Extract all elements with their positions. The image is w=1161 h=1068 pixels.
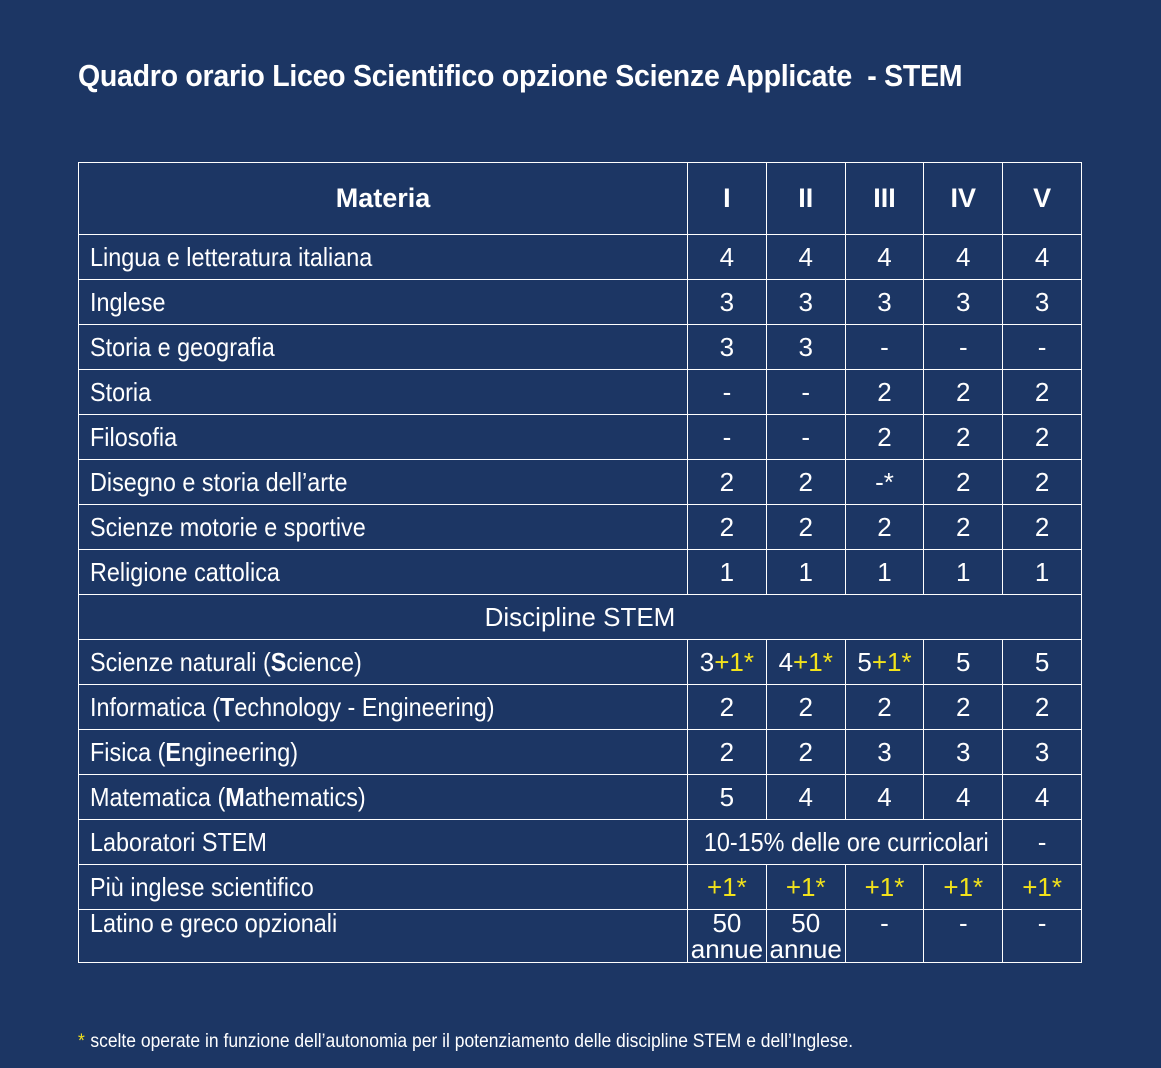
hours-cell: +1* [924,865,1003,910]
hours-cell: - [924,910,1003,963]
subject-cell: Matematica (Mathematics) [79,775,688,820]
table-row [79,370,1082,415]
hours-cell: 2 [924,370,1003,415]
hours-cell: 4 [688,235,767,280]
hours-cell: 2 [1003,415,1082,460]
hours-cell: 2 [688,505,767,550]
column-header-subject: Materia [79,163,688,235]
hours-cell: 2 [688,460,767,505]
hours-cell: 1 [845,550,924,595]
table-row-inglese-scientifico [79,865,1082,910]
hours-cell: 4 [1003,775,1082,820]
hours-cell: 2 [766,460,845,505]
hours-cell: +1* [766,865,845,910]
hours-cell: 2 [1003,460,1082,505]
hours-cell: - [688,370,767,415]
hours-cell: 3 [688,325,767,370]
table-row-scienze [79,640,1082,685]
subject-cell: Storia e geografia [79,325,688,370]
hours-cell: 2 [924,505,1003,550]
hours-cell: 4 [924,775,1003,820]
hours-cell: 2 [924,685,1003,730]
hours-cell: 2 [845,370,924,415]
hours-cell: 1 [766,550,845,595]
subject-cell: Informatica (Technology - Engineering) [79,685,688,730]
page-title: Quadro orario Liceo Scientifico opzione Scienze Applicate - STEM [78,58,963,93]
hours-cell: - [1003,820,1082,865]
table-row [79,550,1082,595]
hours-cell: 1 [924,550,1003,595]
hours-cell: 4 [845,775,924,820]
footnote-marker: * [78,1031,85,1052]
column-header-year-2: II [766,163,845,235]
subject-cell: Storia [79,370,688,415]
table-row-latino-greco [79,910,1082,963]
hours-cell: 2 [688,730,767,775]
hours-cell: - [924,325,1003,370]
table-row [79,325,1082,370]
hours-cell: 2 [1003,685,1082,730]
extra-hours: +1* [714,647,755,677]
hours-cell: 5 [924,640,1003,685]
table-row [79,415,1082,460]
table-row [79,280,1082,325]
hours-cell: 50 annue [766,910,845,963]
hours-cell: 3 [1003,280,1082,325]
hours-cell: 5+1* [845,640,924,685]
table-row-fisica [79,730,1082,775]
extra-hours: +1* [793,647,833,677]
subject-cell: Scienze motorie e sportive [79,505,688,550]
section-row-stem [79,595,1082,640]
hours-cell: 2 [845,505,924,550]
hours-cell: 2 [924,415,1003,460]
hours-cell: 3 [845,730,924,775]
hours-cell: +1* [1003,865,1082,910]
schedule-table [78,162,1082,963]
subject-cell: Inglese [79,280,688,325]
hours-cell: 2 [766,685,845,730]
hours-cell: 3 [924,730,1003,775]
hours-cell: 1 [1003,550,1082,595]
column-header-year-3: III [845,163,924,235]
hours-cell: 50 annue [688,910,767,963]
table-row-laboratori [79,820,1082,865]
hours-cell: 3 [766,280,845,325]
hours-cell: 3 [766,325,845,370]
hours-cell: 5 [1003,640,1082,685]
hours-span-cell: 10-15% delle ore curricolari [688,820,1003,865]
footnote [78,1031,853,1053]
hours-cell: 4 [766,235,845,280]
hours-cell: - [688,415,767,460]
table-row [79,460,1082,505]
header-row [79,163,1082,235]
hours-cell: 2 [1003,505,1082,550]
table-row-informatica [79,685,1082,730]
hours-cell: 3 [845,280,924,325]
subject-cell: Scienze naturali (Science) [79,640,688,685]
hours-cell: +1* [845,865,924,910]
hours-cell: - [845,910,924,963]
hours-cell: 2 [766,505,845,550]
hours-cell: 3+1* [688,640,767,685]
subject-cell: Più inglese scientifico [79,865,688,910]
hours-cell: 1 [688,550,767,595]
column-header-year-5: V [1003,163,1082,235]
hours-cell: - [1003,910,1082,963]
hours-cell: 3 [1003,730,1082,775]
subject-cell: Disegno e storia dell’arte [79,460,688,505]
subject-cell: Laboratori STEM [79,820,688,865]
hours-cell: 4 [924,235,1003,280]
hours-cell: 2 [688,685,767,730]
table-row [79,235,1082,280]
hours-cell: 2 [924,460,1003,505]
hours-cell: 4 [1003,235,1082,280]
hours-cell: 5 [688,775,767,820]
section-title-stem: Discipline STEM [79,595,1082,640]
hours-cell: - [766,415,845,460]
subject-cell: Filosofia [79,415,688,460]
hours-cell: 2 [766,730,845,775]
hours-cell: -* [845,460,924,505]
hours-cell: 3 [688,280,767,325]
subject-cell: Latino e greco opzionali [79,910,688,963]
hours-cell: 2 [1003,370,1082,415]
hours-cell: - [1003,325,1082,370]
hours-cell: 2 [845,415,924,460]
column-header-year-1: I [688,163,767,235]
subject-cell: Fisica (Engineering) [79,730,688,775]
hours-cell: 4 [845,235,924,280]
hours-cell: 4 [766,775,845,820]
table-row [79,505,1082,550]
hours-cell: 2 [845,685,924,730]
subject-cell: Religione cattolica [79,550,688,595]
hours-cell: +1* [688,865,767,910]
hours-cell: 4+1* [766,640,845,685]
column-header-year-4: IV [924,163,1003,235]
subject-cell: Lingua e letteratura italiana [79,235,688,280]
extra-hours: +1* [871,647,912,677]
table-row-matematica [79,775,1082,820]
hours-cell: - [766,370,845,415]
hours-cell: 3 [924,280,1003,325]
footnote-text: scelte operate in funzione dell’autonomia per il potenziamento delle discipline STEM e dell’Inglese. [90,1031,854,1052]
hours-cell: - [845,325,924,370]
